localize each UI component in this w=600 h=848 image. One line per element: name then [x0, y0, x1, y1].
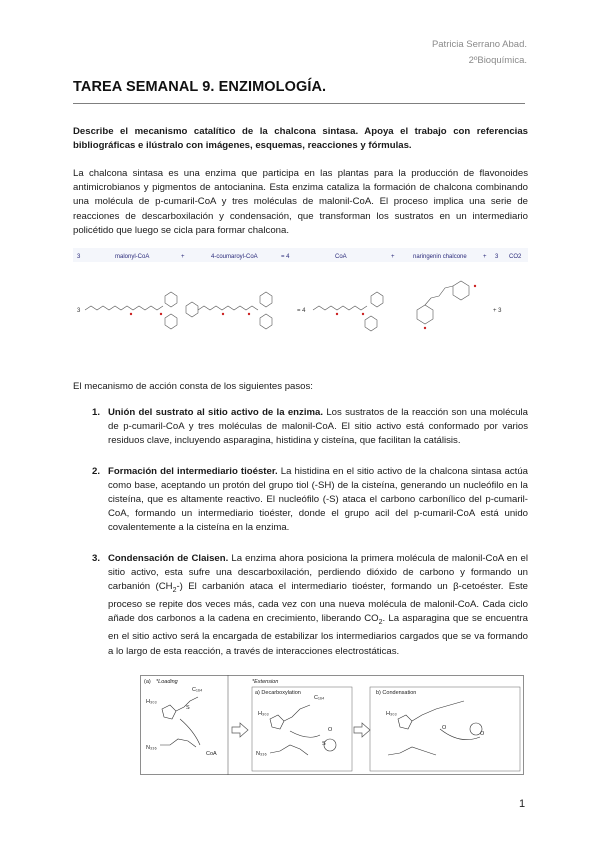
document-title: TAREA SEMANAL 9. ENZIMOLOGÍA. — [73, 79, 327, 95]
step-text: . La asparagina que se encuentra en el sitio activo será la encargada de estabilizar los intermediarios cargados que se va formando a lo largo de esta reacción, a través de interacciones electrostáticas. — [108, 613, 528, 657]
plus-2: + — [391, 254, 395, 260]
struct-end: + 3 — [493, 308, 502, 314]
product-chalcone: naringenin chalcone — [413, 254, 467, 260]
substrate-malonyl: malonyl-CoA — [115, 254, 150, 260]
step-number: 3. — [92, 552, 101, 564]
coa-adenine — [371, 292, 383, 307]
his-label: H₃₀₃ — [146, 699, 157, 705]
step-title: Formación del intermediario tioéster. — [108, 465, 278, 477]
page-number: 1 — [519, 798, 526, 810]
step-text: -) El carbanión ataca el intermediario tioéster, formando un β-cetoéster. Este proceso se repite dos veces más, cada vez con una nueva molécula de malonil-CoA. Cada ciclo añade dos carbonos a la cadena en crecimiento, liberando CO — [108, 581, 528, 625]
step-number: 1. — [92, 407, 101, 418]
coumaroyl-chain — [198, 306, 258, 310]
subscript: 2 — [172, 586, 177, 594]
coa-sugar — [365, 316, 377, 331]
s-label-2: S — [322, 741, 326, 747]
step-text: La histidina en el sitio activo de la chalcona sintasa actúa como base, aceptando un protón del grupo tiol (-SH) de la cisteína, generando un nucleófilo en la cisteína, que es altamente reactivo. El nucleófilo (-S) ataca el carbono carbonílico del p-cumaril-CoA, formando un intermediario tioéster, donde el grupo acil del p-cumaril-CoA está unido covalentemente a la cisteína en la enzima. — [108, 465, 529, 534]
s-label: S — [186, 705, 190, 711]
author-name: Patricia Serrano Abad. — [431, 39, 527, 50]
coef-1: 3 — [77, 254, 81, 260]
coa-label: CoA — [206, 751, 217, 757]
step-title: Unión del sustrato al sitio activo de la enzima. — [108, 407, 324, 418]
malonyl-ring — [165, 292, 177, 307]
reaction-arrow: = 4 — [281, 254, 290, 260]
step-item — [92, 406, 528, 449]
decarboxylation-label: a) Decarboxylation — [255, 690, 301, 696]
his-label-2: H₃₀₃ — [258, 711, 269, 717]
coumaroyl-ring — [186, 302, 198, 317]
step-title: Condensación de Claisen. — [108, 552, 229, 564]
intro-paragraph: La chalcona sintasa es una enzima que participa en las plantas para la producción de flavonoides antimicrobianos y pigmentos de antocianina. Esta enzima cataliza la formación de chalcona combinando una molécula de p-cumaril-CoA y tres moléculas de malonil-CoA. El proceso implica una serie de reacciones de descarboxilación y condensación, que transforman los sustratos en un intermediario policétido que luego se cicla para formar chalcona. — [73, 168, 528, 236]
chalcone-ring-a — [417, 305, 433, 324]
page-header — [432, 37, 527, 69]
product-coa: CoA — [335, 254, 347, 260]
mechanism-intro: El mecanismo de acción consta de los siguientes pasos: — [73, 381, 313, 392]
subscript: 2 — [378, 619, 383, 627]
coa-chain — [313, 306, 367, 310]
step-text: Los sustratos de la reacción son una molécula de p-cumaril-CoA y tres moléculas de malonil-CoA. El sitio activo está conformado por varios residuos clave, incluyendo asparagina, histidina y cisteína, que facilitan la catálisis. — [108, 407, 528, 447]
panel-a-label: (a) — [144, 679, 151, 685]
chalcone-ring-b — [453, 281, 469, 300]
malonyl-chain — [85, 306, 163, 310]
coumaroyl-sugar — [260, 314, 272, 329]
struct-coef: 3 — [77, 308, 81, 314]
course-name: 2ºBioquímica. — [468, 55, 527, 66]
step-item — [92, 465, 528, 536]
o-label-1: O — [328, 727, 333, 733]
plus-3: + — [483, 254, 487, 260]
o-label-3: O — [480, 731, 485, 737]
o-label-2: O — [442, 725, 447, 731]
asn-label-2: N₃₃₆ — [256, 751, 267, 757]
cys-label: C₁₆₄ — [192, 687, 203, 693]
title-divider — [73, 103, 525, 104]
struct-equals: = 4 — [297, 308, 306, 314]
step-item — [92, 552, 528, 659]
chalcone-linker — [425, 286, 453, 305]
coef-3: 3 — [495, 254, 499, 260]
steps-list — [92, 406, 528, 671]
coumaroyl-adenine — [260, 292, 272, 307]
assignment-question: Describe el mecanismo catalítico de la chalcona sintasa. Apoya el trabajo con referencias bibliográficas e ilústralo con imágenes, esquemas, reacciones y fórmulas. — [73, 126, 528, 151]
substrate-coumaroyl: 4-coumaroyl-CoA — [211, 254, 258, 260]
reaction-figure — [73, 248, 528, 368]
product-co2: CO2 — [509, 254, 522, 260]
mechanism-figure — [140, 675, 524, 775]
extension-label: *Extension — [252, 679, 279, 685]
malonyl-sugar — [165, 314, 177, 329]
cys-label-2: C₁₆₄ — [314, 695, 325, 701]
loading-label: *Loading — [156, 679, 178, 685]
condensation-label: b) Condensation — [376, 690, 417, 696]
step-number: 2. — [92, 465, 101, 477]
his-label-3: H₃₀₃ — [386, 711, 397, 717]
plus-1: + — [181, 254, 185, 260]
asn-label: N₃₃₆ — [146, 745, 157, 751]
step-text: La enzima ahora posiciona la primera molécula de malonil-CoA en el sitio activo, esta sufre una descarboxilación, perdiendo dióxido de carbono y formando un carbanión (CH — [108, 552, 528, 593]
